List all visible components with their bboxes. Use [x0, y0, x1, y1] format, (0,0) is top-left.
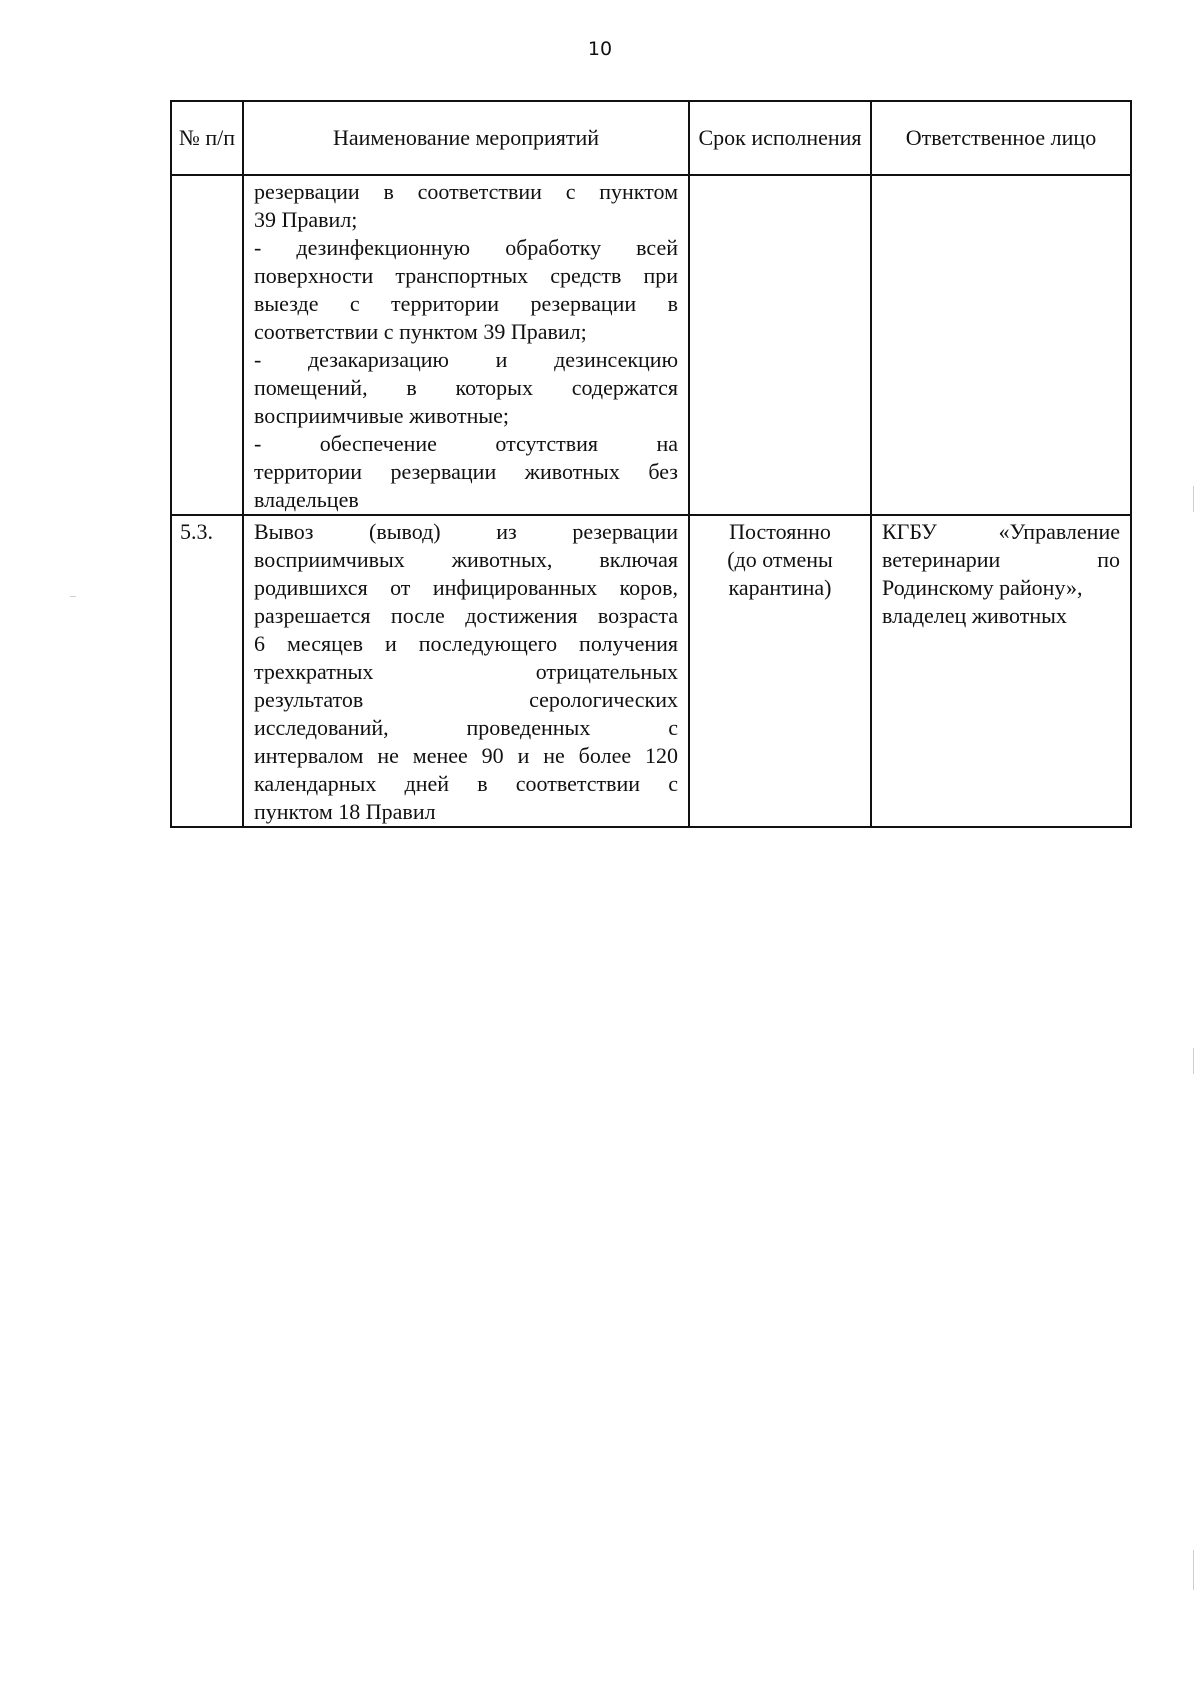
text-line: карантина): [728, 575, 832, 600]
row-responsible: [871, 175, 1131, 515]
text-line: территории резервации животных без: [254, 459, 678, 484]
text-line: пунктом 18 Правил: [254, 799, 436, 824]
scan-artifact: [1193, 486, 1194, 512]
table-row: [171, 515, 1131, 827]
text-line: Родинскому району»,: [882, 575, 1083, 600]
text-line: помещений, в которых содержатся: [254, 375, 678, 400]
text-line: резервации в соответствии с пунктом: [254, 179, 678, 204]
header-term: Срок исполнения: [689, 101, 871, 175]
text-line: интервалом не менее 90 и не более 120: [254, 743, 678, 768]
page-number: 10: [587, 38, 613, 60]
row-num: [171, 175, 243, 515]
text-line: 39 Правил;: [254, 207, 358, 232]
text-line: Постоянно: [729, 519, 831, 544]
text-line: восприимчивые животные;: [254, 403, 510, 428]
row-num: 5.3.: [171, 515, 243, 827]
text-line: поверхности транспортных средств при: [254, 263, 678, 288]
text-line: родившихся от инфицированных коров,: [254, 575, 678, 600]
row-term: [689, 175, 871, 515]
text-line: владелец животных: [882, 603, 1067, 628]
text-line: результатов серологических: [254, 687, 678, 712]
text-line: разрешается после достижения возраста: [254, 603, 678, 628]
text-line: - обеспечение отсутствия на: [254, 431, 678, 456]
text-line: Вывоз (вывод) из резервации: [254, 519, 678, 544]
table-row: [171, 175, 1131, 515]
scan-artifact: [70, 596, 76, 597]
text-line: ветеринарии по: [882, 547, 1120, 572]
row-responsible: [871, 515, 1131, 827]
header-num: № п/п: [171, 101, 243, 175]
text-line: восприимчивых животных, включая: [254, 547, 678, 572]
scan-artifact: [1193, 1550, 1194, 1590]
text-line: исследований, проведенных с: [254, 715, 678, 740]
table-header-row: [171, 101, 1131, 175]
row-name: [243, 515, 689, 827]
text-line: (до отмены: [727, 547, 833, 572]
text-line: 6 месяцев и последующего получения: [254, 631, 678, 656]
text-line: КГБУ «Управление: [882, 519, 1120, 544]
row-name: [243, 175, 689, 515]
text-line: календарных дней в соответствии с: [254, 771, 678, 796]
text-line: соответствии с пунктом 39 Правил;: [254, 319, 587, 344]
header-responsible: Ответственное лицо: [871, 101, 1131, 175]
text-line: трехкратных отрицательных: [254, 659, 678, 684]
header-name: Наименование мероприятий: [243, 101, 689, 175]
text-line: владельцев: [254, 487, 359, 512]
text-line: - дезакаризацию и дезинсекцию: [254, 347, 678, 372]
measures-table: [170, 100, 1132, 828]
row-term: [689, 515, 871, 827]
text-line: выезде с территории резервации в: [254, 291, 678, 316]
text-line: - дезинфекционную обработку всей: [254, 235, 678, 260]
scan-artifact: [1193, 1048, 1194, 1074]
